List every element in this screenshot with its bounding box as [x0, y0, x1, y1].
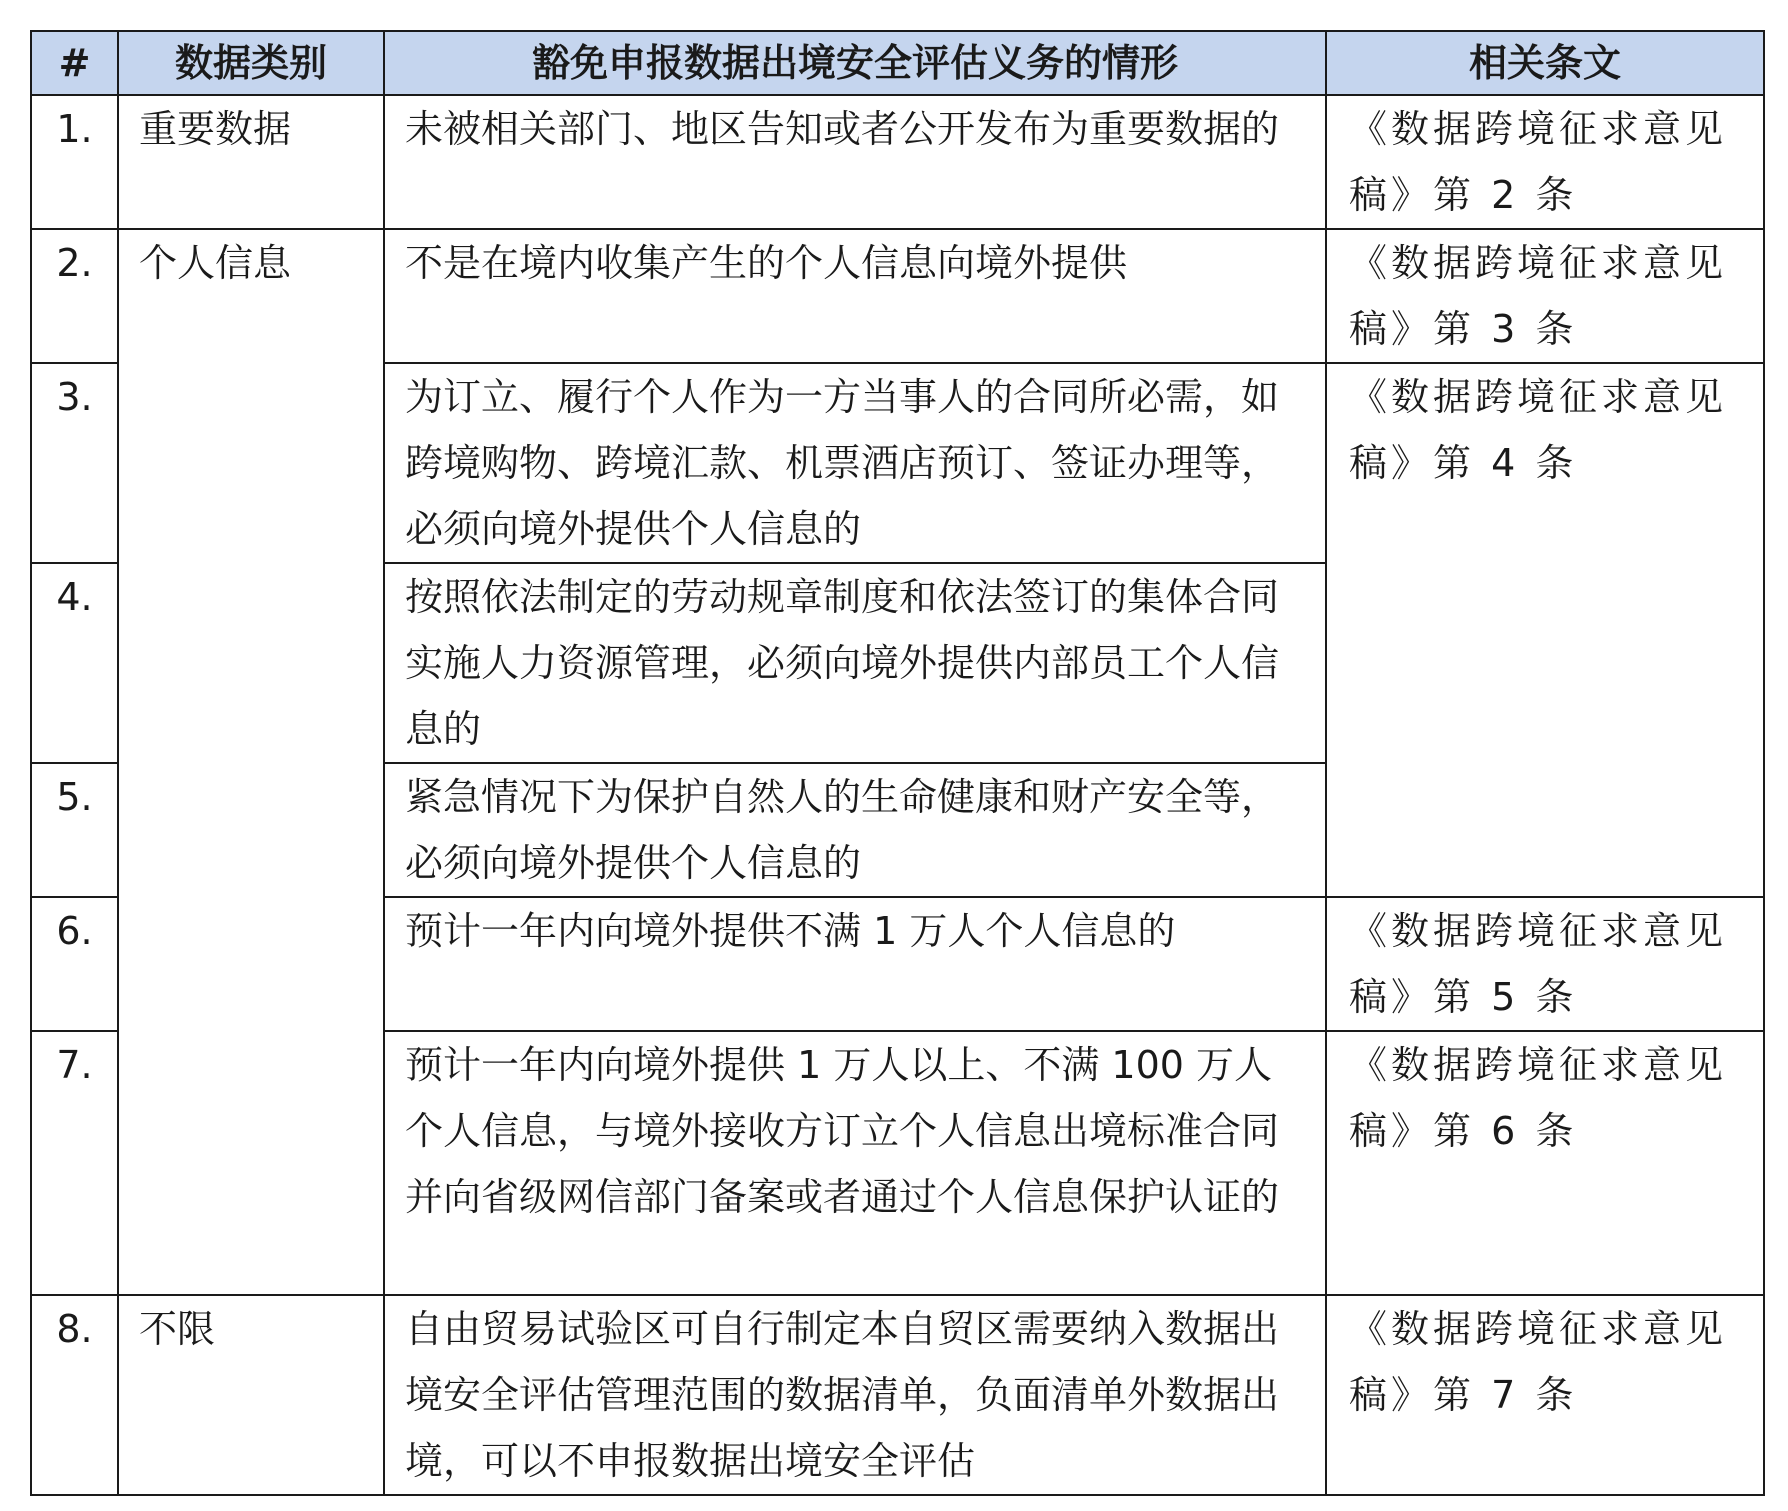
- row-situation: 紧急情况下为保护自然人的生命健康和财产安全等，必须向境外提供个人信息的: [384, 763, 1326, 897]
- row-situation: 预计一年内向境外提供 1 万人以上、不满 100 万人个人信息，与境外接收方订立个人信息出境标准合同并向省级网信部门备案或者通过个人信息保护认证的: [384, 1031, 1326, 1295]
- row-situation: 预计一年内向境外提供不满 1 万人个人信息的: [384, 897, 1326, 1031]
- row-situation: 不是在境内收集产生的个人信息向境外提供: [384, 229, 1326, 363]
- table-row: [31, 1295, 1764, 1495]
- table-row: [31, 95, 1764, 229]
- row-number: 4.: [31, 563, 118, 763]
- header-num: #: [31, 31, 118, 95]
- row-number: 2.: [31, 229, 118, 363]
- row-number: 1.: [31, 95, 118, 229]
- row-article: 《数据跨境征求意见稿》第 5 条: [1326, 897, 1764, 1031]
- header-article: 相关条文: [1326, 31, 1764, 95]
- row-situation: 自由贸易试验区可自行制定本自贸区需要纳入数据出境安全评估管理范围的数据清单，负面清单外数据出境，可以不申报数据出境安全评估: [384, 1295, 1326, 1495]
- row-article: 《数据跨境征求意见稿》第 2 条: [1326, 95, 1764, 229]
- row-situation: 未被相关部门、地区告知或者公开发布为重要数据的: [384, 95, 1326, 229]
- row-category: 重要数据: [118, 95, 384, 229]
- row-number: 3.: [31, 363, 118, 563]
- row-article: 《数据跨境征求意见稿》第 6 条: [1326, 1031, 1764, 1295]
- table-header-row: [31, 31, 1764, 95]
- header-category: 数据类别: [118, 31, 384, 95]
- row-category: 不限: [118, 1295, 384, 1495]
- row-situation: 按照依法制定的劳动规章制度和依法签订的集体合同实施人力资源管理，必须向境外提供内部员工个人信息的: [384, 563, 1326, 763]
- exemption-table-container: [30, 30, 1763, 1496]
- row-number: 7.: [31, 1031, 118, 1295]
- row-article: 《数据跨境征求意见稿》第 3 条: [1326, 229, 1764, 363]
- table-row: [31, 229, 1764, 363]
- row-number: 8.: [31, 1295, 118, 1495]
- row-situation: 为订立、履行个人作为一方当事人的合同所必需，如跨境购物、跨境汇款、机票酒店预订、签证办理等，必须向境外提供个人信息的: [384, 363, 1326, 563]
- row-number: 5.: [31, 763, 118, 897]
- exemption-table: [30, 30, 1765, 1496]
- row-number: 6.: [31, 897, 118, 1031]
- header-situation: 豁免申报数据出境安全评估义务的情形: [384, 31, 1326, 95]
- row-category: 个人信息: [118, 229, 384, 1295]
- row-article: 《数据跨境征求意见稿》第 4 条: [1326, 363, 1764, 897]
- row-article: 《数据跨境征求意见稿》第 7 条: [1326, 1295, 1764, 1495]
